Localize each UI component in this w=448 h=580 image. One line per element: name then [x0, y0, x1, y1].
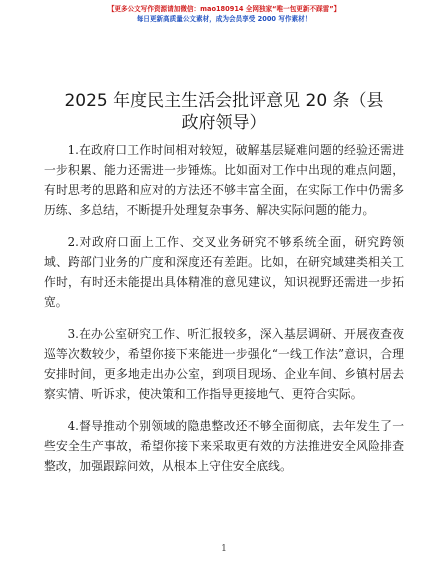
page-number: 1: [221, 544, 227, 554]
paragraph-2: 2.对政府口面上工作、交叉业务研究不够系统全面，研究跨领域、跨部门业务的广度和深度还有差距。比如，在研究域建类相关工作时，有时还未能提出具体精准的意见建议，知识视野还需进一步拓宽。: [44, 235, 404, 309]
document-title: 2025 年度民主生活会批评意见 20 条（县政府领导）: [64, 91, 384, 133]
promo-banner: [0, 4, 448, 24]
paragraph-1: 1.在政府口工作时间相对较短，破解基层疑难问题的经验还需进一步积累、能力还需进一步锤炼。比如面对工作中出现的难点问题，有时思考的思路和应对的方法还不够丰富全面，在实际工作中仍需多历练、多总结，不断提升处理复杂事务、解决实际问题的能力。: [44, 143, 404, 217]
document-body: [44, 140, 404, 488]
paragraph-4: 4.督导推动个别领域的隐患整改还不够全面彻底，去年发生了一些安全生产事故，希望你接下来采取更有效的方法推进安全风险排查整改，加强跟踪问效，从根本上守住安全底线。: [44, 419, 404, 473]
promo-banner-line-2: 每日更新高质量公文素材，成为会员享受 2000 写作素材！: [136, 15, 312, 23]
paragraph-3: 3.在办公室研究工作、听汇报较多，深入基层调研、开展夜查夜巡等次数较少，希望你接下来能进一步强化“一线工作法”意识，合理安排时间，更多地走出办公室，到项目现场、企业车间、乡镇村居去察实情、听诉求，使决策和工作指导更接地气、更符合实际。: [44, 327, 404, 401]
promo-banner-line-1: 【更多公文写作资源请加微信：mao180914 全网独家“唯一包更新不踩雷”】: [107, 5, 341, 13]
